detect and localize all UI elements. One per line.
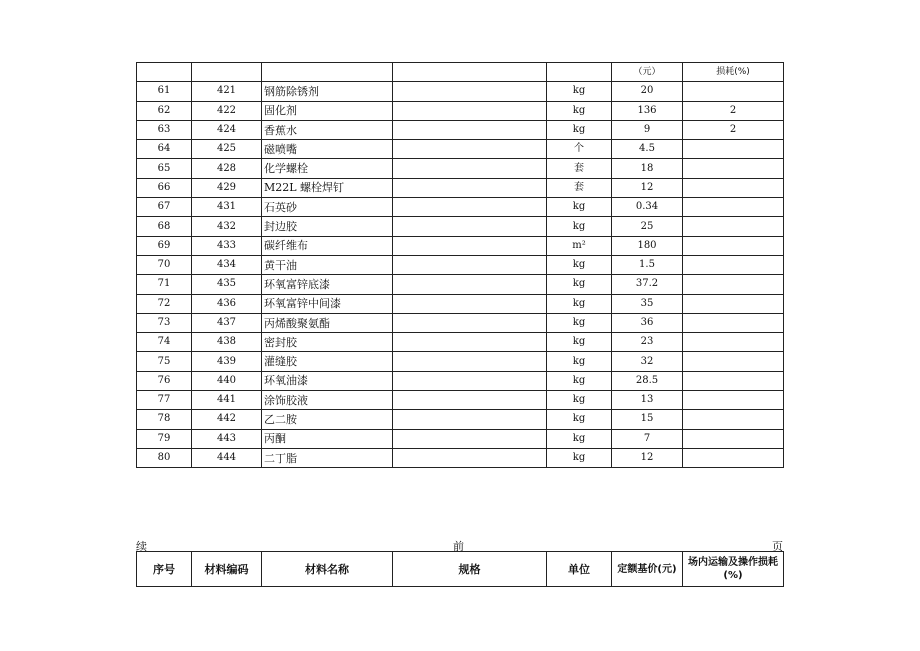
cell-loss xyxy=(683,410,784,429)
cell-no: 70 xyxy=(137,255,192,274)
cell-price: 25 xyxy=(612,217,683,236)
cell-spec xyxy=(393,448,547,467)
cell-no: 76 xyxy=(137,371,192,390)
table-row xyxy=(137,255,784,274)
cell-unit: kg xyxy=(547,255,612,274)
table-row xyxy=(137,236,784,255)
cell-unit: kg xyxy=(547,352,612,371)
cell-no: 77 xyxy=(137,391,192,410)
cell-loss xyxy=(683,178,784,197)
cell-spec xyxy=(393,391,547,410)
cell-no: 66 xyxy=(137,178,192,197)
cell-unit: 套 xyxy=(547,159,612,178)
cell-spec xyxy=(393,333,547,352)
cell-no: 71 xyxy=(137,275,192,294)
cell-name: 环氧油漆 xyxy=(262,371,393,390)
cell-code: 441 xyxy=(192,391,262,410)
table-row xyxy=(137,198,784,217)
cell-no: 64 xyxy=(137,140,192,159)
cell-loss xyxy=(683,198,784,217)
cell-loss xyxy=(683,217,784,236)
table-row xyxy=(137,217,784,236)
cell-spec xyxy=(393,178,547,197)
table-row xyxy=(137,333,784,352)
header-name: 材料名称 xyxy=(262,552,393,587)
cell-code: 436 xyxy=(192,294,262,313)
cell-price: 18 xyxy=(612,159,683,178)
cell-no: 68 xyxy=(137,217,192,236)
cell-price: 32 xyxy=(612,352,683,371)
table-row xyxy=(137,275,784,294)
cell-no: 79 xyxy=(137,429,192,448)
cell-spec xyxy=(393,255,547,274)
cell-spec xyxy=(393,217,547,236)
table-row xyxy=(137,82,784,101)
table-row xyxy=(137,448,784,467)
cell-spec xyxy=(393,371,547,390)
cell-unit: kg xyxy=(547,120,612,139)
cell-code: 428 xyxy=(192,159,262,178)
cell-spec xyxy=(393,313,547,332)
cell-name: 二丁脂 xyxy=(262,448,393,467)
table-row xyxy=(137,313,784,332)
cell-name: 化学螺栓 xyxy=(262,159,393,178)
cell-loss: 2 xyxy=(683,101,784,120)
cell-unit: kg xyxy=(547,217,612,236)
next-page-header-table xyxy=(136,551,784,587)
cell-price: 37.2 xyxy=(612,275,683,294)
continuation-left: 续 xyxy=(136,540,147,553)
cell-spec xyxy=(393,429,547,448)
cell-loss xyxy=(683,140,784,159)
cell-code: 424 xyxy=(192,120,262,139)
cell-name: 丙酮 xyxy=(262,429,393,448)
header-spec: 规格 xyxy=(393,552,547,587)
cell-spec xyxy=(393,159,547,178)
cell-spec xyxy=(393,82,547,101)
cell-name: 固化剂 xyxy=(262,101,393,120)
cell-loss xyxy=(683,313,784,332)
cell-price: 36 xyxy=(612,313,683,332)
cell-price: 4.5 xyxy=(612,140,683,159)
cell-code: 438 xyxy=(192,333,262,352)
cell-code: 439 xyxy=(192,352,262,371)
cell-name: 封边胶 xyxy=(262,217,393,236)
cell-loss xyxy=(683,333,784,352)
cell-unit: kg xyxy=(547,333,612,352)
cell-code: 443 xyxy=(192,429,262,448)
cell-code: 437 xyxy=(192,313,262,332)
cell-unit: kg xyxy=(547,371,612,390)
cell-name: 石英砂 xyxy=(262,198,393,217)
cell-spec xyxy=(393,140,547,159)
table-body xyxy=(137,82,784,468)
cell-name: 密封胶 xyxy=(262,333,393,352)
cell-no: 74 xyxy=(137,333,192,352)
table-row xyxy=(137,410,784,429)
cell-price: 28.5 xyxy=(612,371,683,390)
cell-unit: 个 xyxy=(547,140,612,159)
cell-spec xyxy=(393,352,547,371)
cell-no: 65 xyxy=(137,159,192,178)
cell-no: 72 xyxy=(137,294,192,313)
cell-no: 75 xyxy=(137,352,192,371)
cell-code: 422 xyxy=(192,101,262,120)
header-price: 定额基价(元) xyxy=(612,552,683,587)
table-row xyxy=(137,101,784,120)
cell-name: 乙二胺 xyxy=(262,410,393,429)
materials-table xyxy=(136,62,784,468)
continuation-center: 前 xyxy=(453,540,464,553)
cell-price: 35 xyxy=(612,294,683,313)
cell-spec xyxy=(393,294,547,313)
cell-unit: kg xyxy=(547,391,612,410)
table-row xyxy=(137,352,784,371)
cell-no: 80 xyxy=(137,448,192,467)
cell-price: 23 xyxy=(612,333,683,352)
cell-name: 丙烯酸聚氨酯 xyxy=(262,313,393,332)
cell-name: M22L 螺栓焊钉 xyxy=(262,178,393,197)
cell-unit: kg xyxy=(547,313,612,332)
cell-code: 421 xyxy=(192,82,262,101)
cell-price: 7 xyxy=(612,429,683,448)
cell-loss xyxy=(683,448,784,467)
table-row xyxy=(137,294,784,313)
cell-loss xyxy=(683,371,784,390)
header-code: 材料编码 xyxy=(192,552,262,587)
cell-unit: kg xyxy=(547,198,612,217)
table-top-header-row xyxy=(137,63,784,82)
cell-name: 钢筋除锈剂 xyxy=(262,82,393,101)
cell-no: 61 xyxy=(137,82,192,101)
cell-spec xyxy=(393,236,547,255)
cell-unit: kg xyxy=(547,275,612,294)
cell-spec xyxy=(393,120,547,139)
cell-code: 432 xyxy=(192,217,262,236)
price-unit-header: （元） xyxy=(612,63,683,82)
continuation-line xyxy=(136,538,783,552)
cell-unit: kg xyxy=(547,82,612,101)
next-header-row xyxy=(137,552,784,587)
cell-price: 12 xyxy=(612,178,683,197)
cell-code: 434 xyxy=(192,255,262,274)
cell-unit: kg xyxy=(547,429,612,448)
cell-spec xyxy=(393,275,547,294)
cell-unit: 套 xyxy=(547,178,612,197)
cell-price: 0.34 xyxy=(612,198,683,217)
cell-code: 444 xyxy=(192,448,262,467)
cell-code: 431 xyxy=(192,198,262,217)
table-row xyxy=(137,371,784,390)
cell-unit: kg xyxy=(547,101,612,120)
table-row xyxy=(137,120,784,139)
cell-loss xyxy=(683,159,784,178)
cell-loss xyxy=(683,82,784,101)
cell-spec xyxy=(393,198,547,217)
continuation-right: 页 xyxy=(772,540,783,553)
cell-loss xyxy=(683,294,784,313)
cell-name: 涂饰胶液 xyxy=(262,391,393,410)
cell-no: 62 xyxy=(137,101,192,120)
cell-price: 180 xyxy=(612,236,683,255)
cell-loss xyxy=(683,275,784,294)
cell-loss xyxy=(683,429,784,448)
cell-name: 碳纤维布 xyxy=(262,236,393,255)
cell-no: 78 xyxy=(137,410,192,429)
cell-loss xyxy=(683,352,784,371)
table-row xyxy=(137,140,784,159)
cell-code: 440 xyxy=(192,371,262,390)
table-row xyxy=(137,391,784,410)
cell-name: 磁喷嘴 xyxy=(262,140,393,159)
cell-name: 香蕉水 xyxy=(262,120,393,139)
cell-loss: 2 xyxy=(683,120,784,139)
cell-no: 69 xyxy=(137,236,192,255)
loss-header: 损耗(%) xyxy=(683,63,784,82)
table-row xyxy=(137,429,784,448)
header-unit: 单位 xyxy=(547,552,612,587)
cell-price: 20 xyxy=(612,82,683,101)
cell-code: 429 xyxy=(192,178,262,197)
cell-no: 73 xyxy=(137,313,192,332)
cell-name: 黄干油 xyxy=(262,255,393,274)
cell-no: 63 xyxy=(137,120,192,139)
cell-unit: kg xyxy=(547,294,612,313)
cell-price: 1.5 xyxy=(612,255,683,274)
cell-code: 433 xyxy=(192,236,262,255)
table-row xyxy=(137,159,784,178)
header-no: 序号 xyxy=(137,552,192,587)
cell-price: 15 xyxy=(612,410,683,429)
cell-loss xyxy=(683,236,784,255)
cell-unit: kg xyxy=(547,448,612,467)
cell-price: 9 xyxy=(612,120,683,139)
cell-code: 435 xyxy=(192,275,262,294)
cell-name: 灌缝胶 xyxy=(262,352,393,371)
cell-loss xyxy=(683,391,784,410)
cell-code: 425 xyxy=(192,140,262,159)
cell-no: 67 xyxy=(137,198,192,217)
cell-unit: kg xyxy=(547,410,612,429)
cell-price: 12 xyxy=(612,448,683,467)
cell-spec xyxy=(393,410,547,429)
cell-spec xyxy=(393,101,547,120)
cell-price: 13 xyxy=(612,391,683,410)
cell-loss xyxy=(683,255,784,274)
cell-price: 136 xyxy=(612,101,683,120)
cell-name: 环氧富锌底漆 xyxy=(262,275,393,294)
cell-code: 442 xyxy=(192,410,262,429)
table-row xyxy=(137,178,784,197)
cell-name: 环氧富锌中间漆 xyxy=(262,294,393,313)
cell-unit: m² xyxy=(547,236,612,255)
header-loss: 场内运输及操作损耗(%) xyxy=(683,552,784,587)
